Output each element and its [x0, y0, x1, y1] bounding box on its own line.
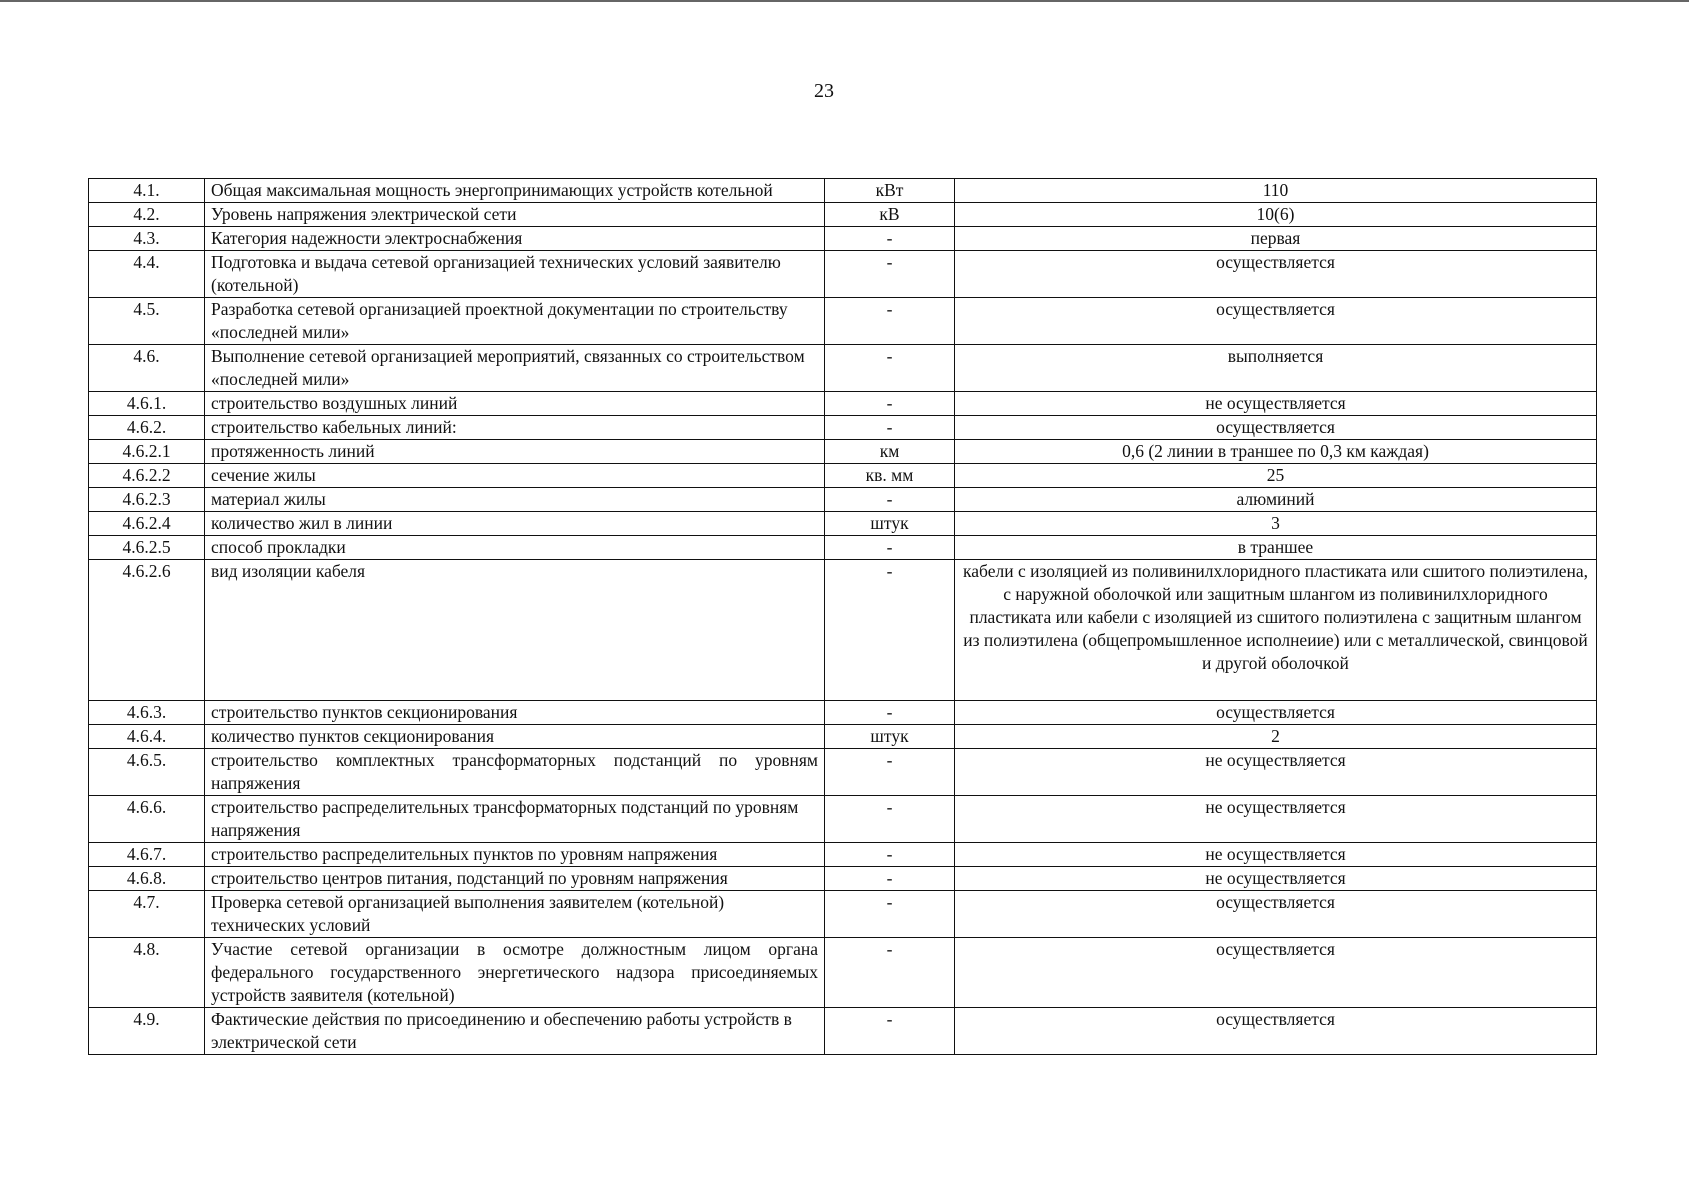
row-name: Участие сетевой организации в осмотре должностным лицом органа федерального государственного энергетического надзора присоединяемых устройств заявителя (котельной) — [205, 938, 825, 1008]
table-row — [89, 1008, 1597, 1055]
row-unit: - — [825, 298, 955, 345]
row-value: осуществляется — [955, 298, 1597, 345]
row-value: в траншее — [955, 536, 1597, 560]
row-name: способ прокладки — [205, 536, 825, 560]
row-name: Общая максимальная мощность энергопринимающих устройств котельной — [205, 179, 825, 203]
row-number: 4.6.8. — [89, 867, 205, 891]
table-row — [89, 560, 1597, 701]
row-name: Категория надежности электроснабжения — [205, 227, 825, 251]
table-row — [89, 701, 1597, 725]
row-unit: - — [825, 345, 955, 392]
row-value: 10(6) — [955, 203, 1597, 227]
row-unit: - — [825, 843, 955, 867]
row-name: Фактические действия по присоединению и обеспечению работы устройств в электрической сети — [205, 1008, 825, 1055]
row-number: 4.6.3. — [89, 701, 205, 725]
row-unit: - — [825, 536, 955, 560]
row-number: 4.6.2. — [89, 416, 205, 440]
row-number: 4.6.5. — [89, 749, 205, 796]
row-name: Проверка сетевой организацией выполнения заявителем (котельной) технических условий — [205, 891, 825, 938]
table-row — [89, 203, 1597, 227]
row-number: 4.8. — [89, 938, 205, 1008]
row-number: 4.6.2.5 — [89, 536, 205, 560]
row-unit: - — [825, 392, 955, 416]
row-number: 4.3. — [89, 227, 205, 251]
row-unit: - — [825, 227, 955, 251]
row-unit: - — [825, 1008, 955, 1055]
row-number: 4.6.2.3 — [89, 488, 205, 512]
row-name: материал жилы — [205, 488, 825, 512]
table-row — [89, 440, 1597, 464]
table-row — [89, 938, 1597, 1008]
row-unit: кВт — [825, 179, 955, 203]
row-number: 4.6.1. — [89, 392, 205, 416]
table-row — [89, 298, 1597, 345]
row-value: осуществляется — [955, 416, 1597, 440]
row-name: Подготовка и выдача сетевой организацией технических условий заявителю (котельной) — [205, 251, 825, 298]
table-row — [89, 392, 1597, 416]
row-number: 4.6. — [89, 345, 205, 392]
row-unit: - — [825, 416, 955, 440]
row-value: 25 — [955, 464, 1597, 488]
row-number: 4.6.2.4 — [89, 512, 205, 536]
row-number: 4.6.2.6 — [89, 560, 205, 701]
row-name: строительство пунктов секционирования — [205, 701, 825, 725]
row-name: Уровень напряжения электрической сети — [205, 203, 825, 227]
row-value: кабели с изоляцией из поливинилхлоридного пластиката или сшитого полиэтилена, с наружной оболочкой или защитным шлангом из поливинилхлоридного пластиката или кабели с изоляцией из сшитого полиэтилена с защитным шлангом из полиэтилена (общепромышленное исполнеиие) или с металлической, свинцовой и другой оболочкой — [955, 560, 1597, 701]
row-name: строительство центров питания, подстанций по уровням напряжения — [205, 867, 825, 891]
row-number: 4.6.2.1 — [89, 440, 205, 464]
row-name: строительство комплектных трансформаторных подстанций по уровням напряжения — [205, 749, 825, 796]
row-number: 4.5. — [89, 298, 205, 345]
row-name: строительство распределительных трансформаторных подстанций по уровням напряжения — [205, 796, 825, 843]
table-row — [89, 179, 1597, 203]
row-unit: км — [825, 440, 955, 464]
table-row — [89, 843, 1597, 867]
row-number: 4.2. — [89, 203, 205, 227]
table-row — [89, 251, 1597, 298]
row-value: не осуществляется — [955, 867, 1597, 891]
row-unit: - — [825, 560, 955, 701]
row-name: протяженность линий — [205, 440, 825, 464]
row-value: не осуществляется — [955, 843, 1597, 867]
row-value: не осуществляется — [955, 796, 1597, 843]
row-value: выполняется — [955, 345, 1597, 392]
table-row — [89, 891, 1597, 938]
row-name: Выполнение сетевой организацией мероприятий, связанных со строительством «последней мили» — [205, 345, 825, 392]
row-value: осуществляется — [955, 938, 1597, 1008]
row-value: первая — [955, 227, 1597, 251]
row-number: 4.6.7. — [89, 843, 205, 867]
row-value: 110 — [955, 179, 1597, 203]
row-value: 0,6 (2 линии в траншее по 0,3 км каждая) — [955, 440, 1597, 464]
row-value: осуществляется — [955, 891, 1597, 938]
table-row — [89, 867, 1597, 891]
row-value: алюминий — [955, 488, 1597, 512]
row-unit: - — [825, 749, 955, 796]
row-value: 3 — [955, 512, 1597, 536]
row-number: 4.7. — [89, 891, 205, 938]
row-unit: кВ — [825, 203, 955, 227]
row-name: сечение жилы — [205, 464, 825, 488]
row-number: 4.1. — [89, 179, 205, 203]
row-number: 4.6.4. — [89, 725, 205, 749]
row-unit: - — [825, 867, 955, 891]
row-unit: штук — [825, 512, 955, 536]
table-row — [89, 488, 1597, 512]
row-unit: - — [825, 488, 955, 512]
row-name: вид изоляции кабеля — [205, 560, 825, 701]
specification-table — [88, 178, 1597, 1055]
row-number: 4.9. — [89, 1008, 205, 1055]
row-number: 4.6.2.2 — [89, 464, 205, 488]
table-row — [89, 512, 1597, 536]
row-value: не осуществляется — [955, 392, 1597, 416]
table-row — [89, 345, 1597, 392]
row-unit: штук — [825, 725, 955, 749]
row-unit: - — [825, 938, 955, 1008]
row-unit: кв. мм — [825, 464, 955, 488]
scan-edge-line — [0, 0, 1689, 2]
row-name: строительство воздушных линий — [205, 392, 825, 416]
row-name: Разработка сетевой организацией проектной документации по строительству «последней мили» — [205, 298, 825, 345]
row-value: осуществляется — [955, 251, 1597, 298]
row-unit: - — [825, 891, 955, 938]
table-row — [89, 536, 1597, 560]
row-unit: - — [825, 796, 955, 843]
row-name: строительство кабельных линий: — [205, 416, 825, 440]
row-unit: - — [825, 251, 955, 298]
row-value: осуществляется — [955, 1008, 1597, 1055]
row-name: количество жил в линии — [205, 512, 825, 536]
table-row — [89, 227, 1597, 251]
table-row — [89, 796, 1597, 843]
table-row — [89, 464, 1597, 488]
table-row — [89, 725, 1597, 749]
row-name: строительство распределительных пунктов по уровням напряжения — [205, 843, 825, 867]
row-value: не осуществляется — [955, 749, 1597, 796]
row-number: 4.6.6. — [89, 796, 205, 843]
table-row — [89, 749, 1597, 796]
row-name: количество пунктов секционирования — [205, 725, 825, 749]
page-number: 23 — [814, 80, 834, 102]
row-unit: - — [825, 701, 955, 725]
row-value: 2 — [955, 725, 1597, 749]
row-number: 4.4. — [89, 251, 205, 298]
table-row — [89, 416, 1597, 440]
row-value: осуществляется — [955, 701, 1597, 725]
